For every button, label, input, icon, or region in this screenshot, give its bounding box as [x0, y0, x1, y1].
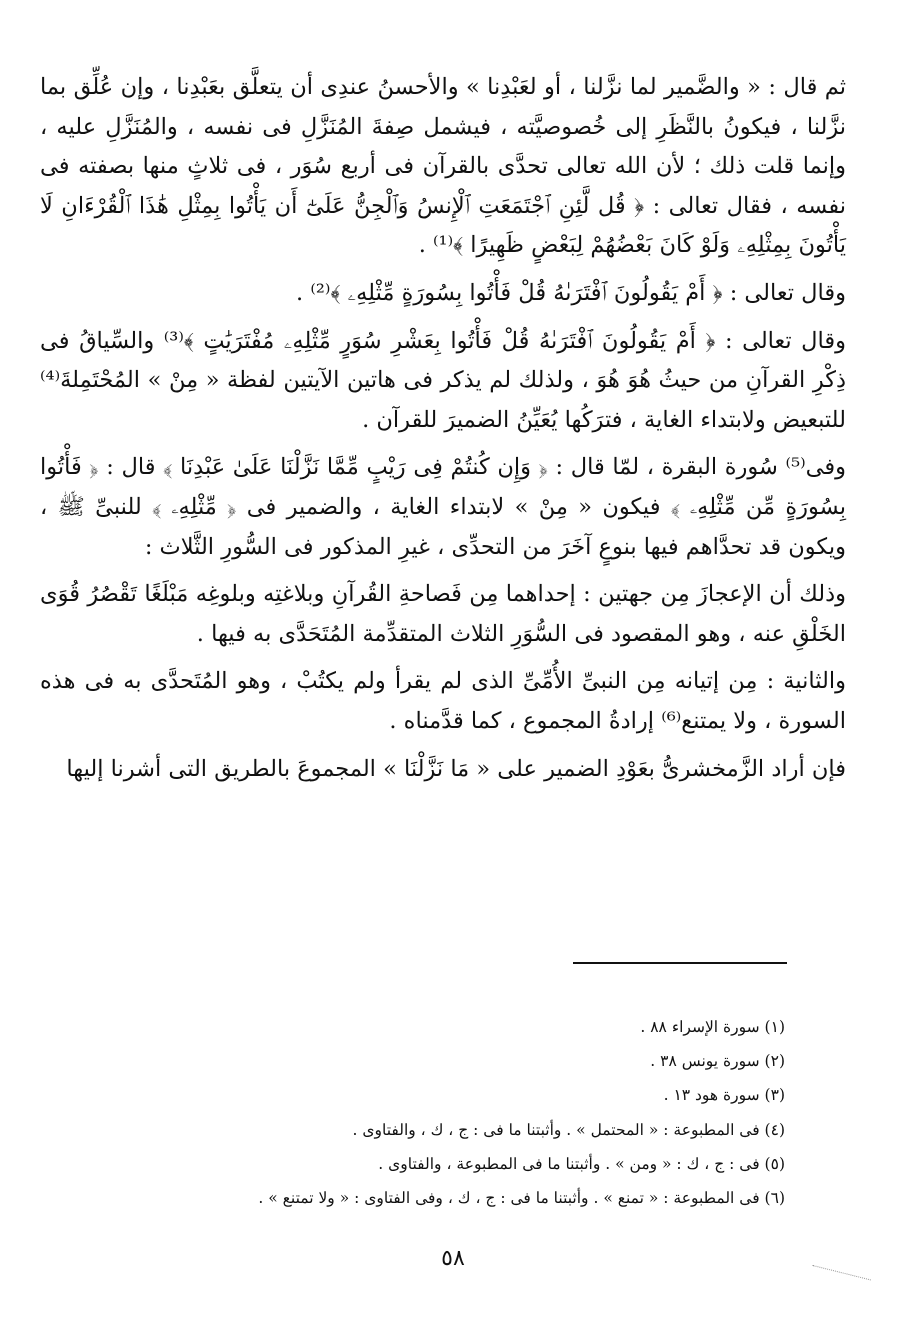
text-line: هَٰذَا ٱلْقُرْءَانِ لَا يَأْتُونَ بِمِثْلِهِۦ وَلَوْ كَانَ بَعْضُهُمْ لِبَعْضٍ ظَهِيرًا ﴾⁽¹⁾ .: [40, 192, 846, 259]
footnote-2: (٢) سورة يونس ٣٨ .: [650, 1052, 785, 1071]
footnote-6: (٦) فى المطبوعة : « تمنع » . وأثبتنا ما فى : ج ، ك ، وفى الفتاوى : « ولا تمتنع » .: [258, 1189, 785, 1208]
footnote-3: (٣) سورة هود ١٣ .: [663, 1086, 785, 1105]
text-line: وقال تعالى : ﴿ أَمْ يَقُولُونَ ٱفْتَرَىٰهُ قُلْ فَأْتُوا بِعَشْرِ سُوَرٍ مِّثْلِهِۦ مُفْتَرَيَٰتٍ ﴾⁽³⁾ والسِّياقُ: [79, 327, 847, 354]
text-line: بما نزَّلنا ، فيكونُ بالنَّظَرِ إلى خُصوصيَّته ، فيشمل صِفةَ المُنَزَّلِ فى نفسه ، والمُنَزَّلِ: [40, 74, 847, 140]
text-line: وقال تعالى : ﴿ أَمْ يَقُولُونَ ٱفْتَرَىٰهُ قُلْ فَأْتُوا بِسُورَةٍ مِّثْلِهِۦ ﴾⁽²⁾ .: [296, 279, 846, 306]
footnote-4: (٤) فى المطبوعة : « المحتمل » . وأثبتنا ما فى : ج ، ك ، والفتاوى .: [352, 1120, 785, 1139]
text-line: فى السُّورِ الثَّلاث :: [144, 533, 314, 560]
paragraph-4: [40, 448, 846, 567]
footnote-5: (٥) فى : ج ، ك : « ومن » . وأثبتنا ما فى المطبوعة ، والفتاوى .: [378, 1154, 785, 1173]
scan-artifact: [809, 1265, 871, 1294]
paragraph-2: [40, 274, 846, 314]
footnote-separator: [573, 962, 787, 964]
paragraph-7: [40, 750, 846, 790]
text-line: وفى⁽⁵⁾ سُورة البقرة ، لمّا قال : ﴿ وَإِن كُنتُمْ فِى رَيْبٍ مِّمَّا نَزَّلْنَا عَلَىٰ عَبْدِنَا ﴾: [163, 454, 847, 481]
paragraph-6: [40, 662, 846, 741]
text-line: وذلك أن الإعجازَ مِن جهتين : إحداهما مِن فَصاحةِ القُرآنِ وبلاغتِه وبلوغِه مَبْلَغًا: [144, 581, 847, 608]
text-line: تَقْصُرُ قُوَى الخَلْقِ عنه ، وهو المقصود فى السُّوَرِ الثلاث المتقدِّمة المُتَحَدَّى به فيها .: [40, 581, 846, 647]
footnote-1: (١) سورة الإسراء ٨٨ .: [640, 1018, 785, 1036]
text-line: المُحْتَمِلةَ⁽⁴⁾ للتبعيض ولابتداء الغاية ، فترَكُها يُعَيِّنُ الضميرَ للقرآن .: [40, 367, 846, 433]
text-line: هذه السورة ، ولا يمتنع⁽⁶⁾ إرادةُ المجموع ، كما قدَّمناه .: [40, 668, 846, 734]
paragraph-3: [40, 322, 846, 441]
main-text: [40, 68, 846, 789]
text-line: ﴿ مِّثْلِهِۦ ﴾ للنبىِّ ﷺ ، ويكون قد تحدَّاهم فيها بنوعٍ آخَرَ من التحدِّى ، غيرِ المذكور: [40, 493, 846, 560]
text-line: والثانية : مِن إتيانه مِن النبىِّ الأُمِّىِّ الذى لم يقرأ ولم يكتُبْ ، وهو المُتَحدَّى به فى: [84, 668, 846, 695]
text-line: قال : ﴿ فَأْتُوا بِسُورَةٍ مِّن مِّثْلِهِۦ ﴾ فيكون « مِنْ » لابتداء الغاية ، والضمير فى: [40, 454, 846, 520]
paragraph-1: [40, 68, 846, 266]
text-line: عليه ، وإنما قلت ذلك ؛ لأن الله تعالى تحدَّى بالقرآن فى أربع سُوَر ، فى ثلاثٍ منها: [40, 113, 847, 180]
text-line: فإن أراد الزَّمخشرىُّ بعَوْدِ الضمير على « مَا نَزَّلْنَا » المجموعَ بالطريق التى أشرنا إليها: [66, 755, 846, 782]
text-line: ثم قال : « والضَّمير لما نزَّلنا ، أو لعَبْدِنا » والأحسنُ عندِى أن يتعلَّق بعَبْدِنا ، وإن عُلِّق: [73, 74, 847, 100]
page-number: ٥٨: [441, 1246, 465, 1271]
footnotes: [60, 1010, 785, 1215]
paragraph-5: [40, 575, 846, 654]
text-line: فى ذِكْرِ القرآنِ من حيثُ هُوَ هُوَ ، ولذلك لم يذكر فى هاتين الآيتين لفظة « مِنْ »: [40, 327, 847, 394]
text-line: بصفته فى نفسه ، فقال تعالى : ﴿ قُل لَّئِنِ ٱجْتَمَعَتِ ٱلْإِنسُ وَٱلْجِنُّ عَلَىٰٓ أَن يَأْتُوا بِمِثْلِ: [40, 153, 846, 219]
